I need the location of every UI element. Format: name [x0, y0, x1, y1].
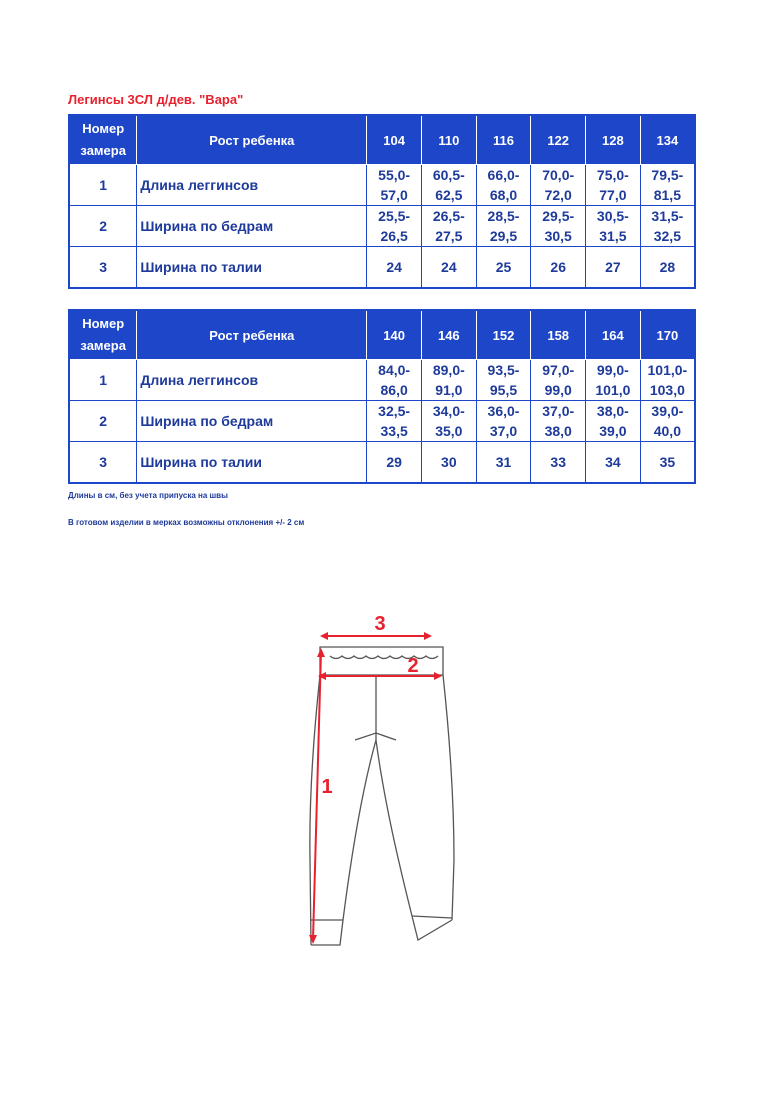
measure-value: 75,0-77,0 — [586, 165, 641, 206]
measure-value: 24 — [367, 247, 422, 289]
measure-value: 34,0-35,0 — [421, 401, 476, 442]
size-header: 170 — [640, 310, 695, 360]
measure-value: 26,5-27,5 — [421, 206, 476, 247]
measure-value: 99,0-101,0 — [586, 360, 641, 401]
table-row — [69, 247, 695, 289]
table-row — [69, 165, 695, 206]
measure-value: 97,0-99,0 — [531, 360, 586, 401]
size-header: 158 — [531, 310, 586, 360]
measure-value: 89,0-91,0 — [421, 360, 476, 401]
size-header: 122 — [531, 115, 586, 165]
measure-number: 3 — [69, 247, 137, 289]
product-title: Легинсы 3СЛ д/дев. "Вара" — [68, 92, 244, 107]
measure-value: 30 — [421, 442, 476, 484]
measure-value: 33 — [531, 442, 586, 484]
height-header: Рост ребенка — [137, 115, 367, 165]
measure-value: 79,5-81,5 — [640, 165, 695, 206]
measure-value: 34 — [586, 442, 641, 484]
table-header-row — [69, 115, 695, 165]
measure-value: 66,0-68,0 — [476, 165, 531, 206]
measure-value: 37,0-38,0 — [531, 401, 586, 442]
measure-number: 1 — [69, 360, 137, 401]
table-row — [69, 442, 695, 484]
measure-value: 27 — [586, 247, 641, 289]
measure-value: 29 — [367, 442, 422, 484]
measure-name: Длина леггинсов — [137, 165, 367, 206]
measure-name: Длина леггинсов — [137, 360, 367, 401]
measure-value: 39,0-40,0 — [640, 401, 695, 442]
measure-name: Ширина по талии — [137, 442, 367, 484]
measure-number: 2 — [69, 206, 137, 247]
measure-number: 1 — [69, 165, 137, 206]
table-row — [69, 206, 695, 247]
measure-no-header: Номер замера — [69, 115, 137, 165]
hips-label: 2 — [407, 655, 419, 677]
measure-value: 84,0-86,0 — [367, 360, 422, 401]
size-header: 164 — [586, 310, 641, 360]
size-table-1 — [68, 114, 696, 289]
measure-value: 28,5-29,5 — [476, 206, 531, 247]
measure-value: 29,5-30,5 — [531, 206, 586, 247]
measure-value: 32,5-33,5 — [367, 401, 422, 442]
height-header: Рост ребенка — [137, 310, 367, 360]
measure-value: 38,0-39,0 — [586, 401, 641, 442]
measure-value: 70,0-72,0 — [531, 165, 586, 206]
size-header: 110 — [421, 115, 476, 165]
length-label: 1 — [321, 776, 333, 798]
measure-value: 26 — [531, 247, 586, 289]
measure-value: 35 — [640, 442, 695, 484]
measure-value: 31 — [476, 442, 531, 484]
measure-value: 36,0-37,0 — [476, 401, 531, 442]
size-header: 128 — [586, 115, 641, 165]
measure-value: 28 — [640, 247, 695, 289]
measure-number: 3 — [69, 442, 137, 484]
table-row — [69, 360, 695, 401]
size-header: 140 — [367, 310, 422, 360]
size-header: 104 — [367, 115, 422, 165]
note-tolerance: В готовом изделии в мерках возможны отклонения +/- 2 см — [68, 518, 305, 527]
table-header-row — [69, 310, 695, 360]
size-table-2 — [68, 309, 696, 484]
measure-value: 25,5-26,5 — [367, 206, 422, 247]
size-header: 146 — [421, 310, 476, 360]
measure-value: 55,0-57,0 — [367, 165, 422, 206]
measure-value: 93,5-95,5 — [476, 360, 531, 401]
waist-label: 3 — [374, 613, 386, 635]
measure-name: Ширина по талии — [137, 247, 367, 289]
measure-value: 25 — [476, 247, 531, 289]
measure-value: 101,0-103,0 — [640, 360, 695, 401]
measure-value: 30,5-31,5 — [586, 206, 641, 247]
leggings-diagram — [0, 600, 762, 1100]
measure-name: Ширина по бедрам — [137, 401, 367, 442]
measure-value: 24 — [421, 247, 476, 289]
measure-no-header: Номер замера — [69, 310, 137, 360]
measure-value: 31,5-32,5 — [640, 206, 695, 247]
size-header: 134 — [640, 115, 695, 165]
note-units: Длины в см, без учета припуска на швы — [68, 491, 228, 500]
measure-number: 2 — [69, 401, 137, 442]
size-header: 116 — [476, 115, 531, 165]
measure-value: 60,5-62,5 — [421, 165, 476, 206]
measure-name: Ширина по бедрам — [137, 206, 367, 247]
table-row — [69, 401, 695, 442]
size-header: 152 — [476, 310, 531, 360]
